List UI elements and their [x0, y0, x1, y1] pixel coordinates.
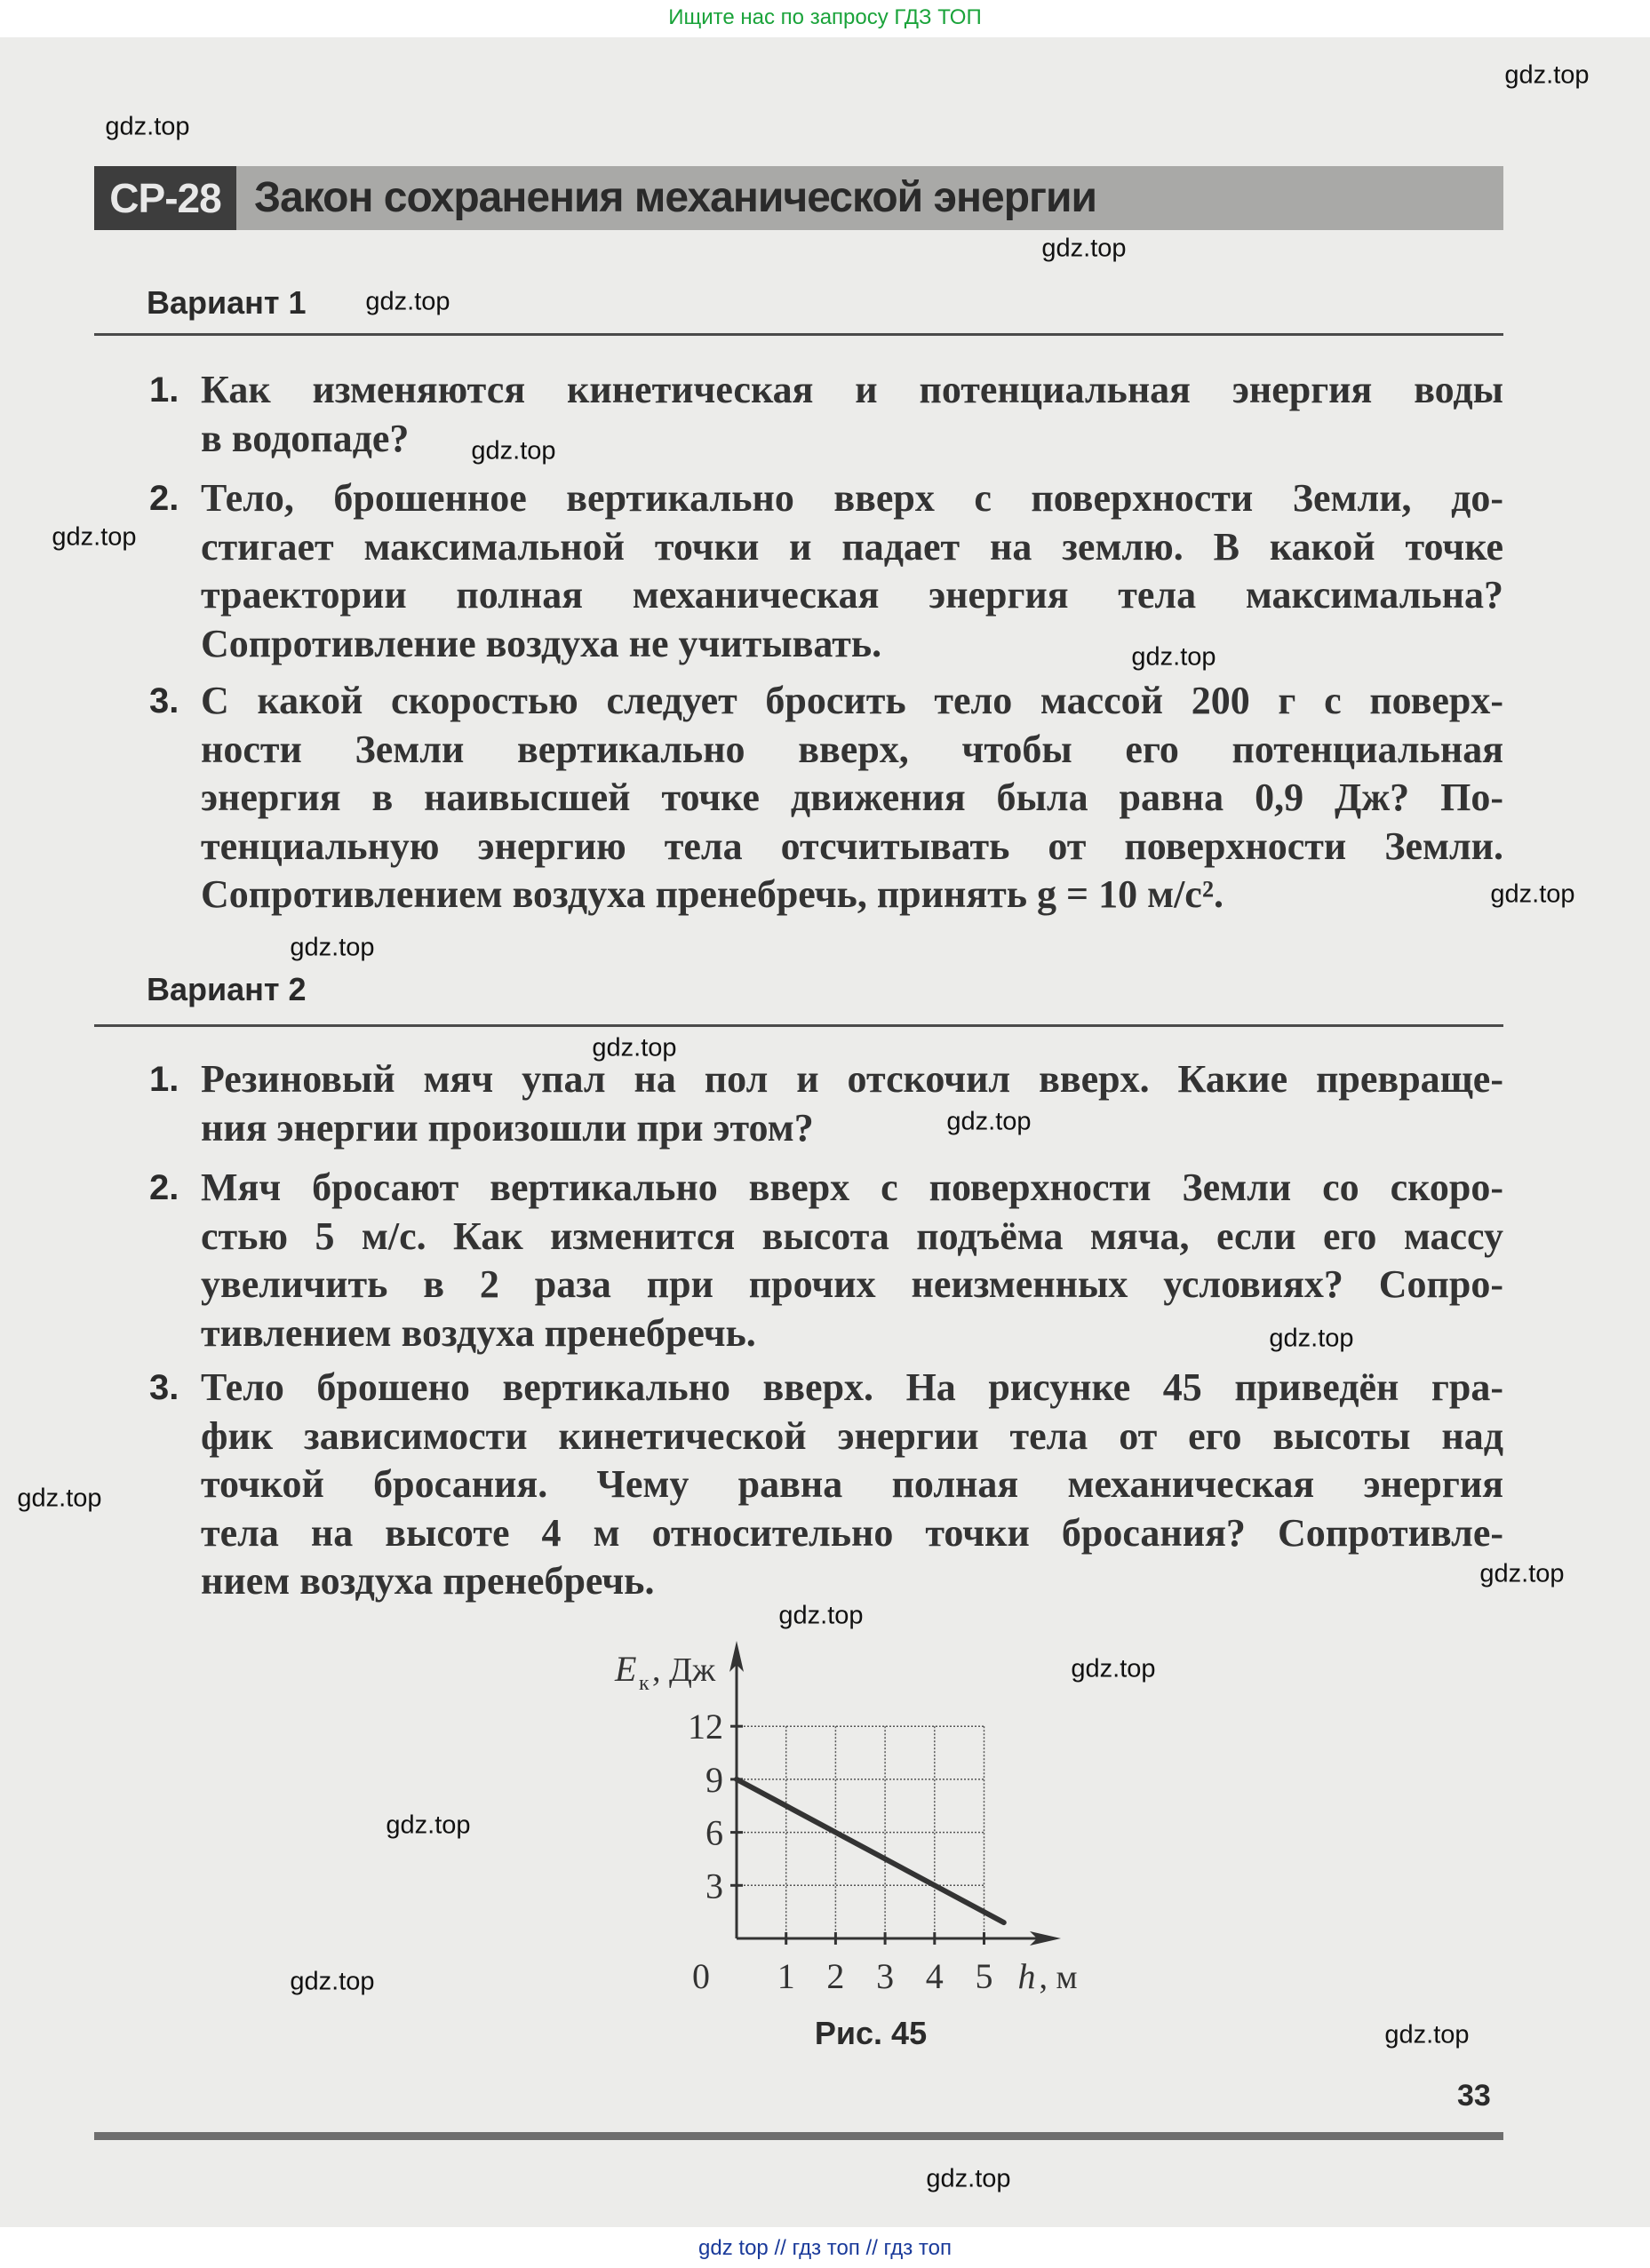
question-line: стью 5 м/с. Как изменится высота подъёма мяча, если его массу	[201, 1214, 1503, 1258]
watermark: gdz.top	[1131, 642, 1216, 672]
watermark: gdz.top	[1490, 879, 1575, 909]
watermark: gdz.top	[1384, 2020, 1470, 2049]
watermark: gdz.top	[1479, 1559, 1565, 1588]
y-tick-label: 9	[705, 1759, 723, 1800]
x-tick-label: 2	[826, 1956, 845, 1996]
question-line: точкой бросания. Чему равна полная механическая энергия	[201, 1462, 1503, 1506]
question-number: 1.	[149, 370, 179, 410]
x-tick-label: 1	[777, 1956, 795, 1996]
question-number: 3.	[149, 681, 179, 720]
watermark: gdz.top	[105, 112, 190, 141]
y-axis-unit: , Дж	[652, 1651, 716, 1689]
question-line: Сопротивлением воздуха пренебречь, принять g = 10 м/с².	[201, 872, 1224, 916]
question-line: энергия в наивысшей точке движения была равна 0,9 Дж? По-	[201, 776, 1503, 819]
question-line: тенциальную энергию тела отсчитывать от поверхности Земли.	[201, 824, 1503, 868]
question-line: фик зависимости кинетической энергии тела от его высоты над	[201, 1413, 1503, 1458]
question-line: С какой скоростью следует бросить тело массой 200 г с поверх-	[201, 679, 1503, 722]
question-number: 2.	[149, 479, 179, 518]
question-line: нием воздуха пренебречь.	[201, 1559, 655, 1603]
watermark: gdz.top	[926, 2164, 1011, 2193]
watermark: gdz.top	[1504, 60, 1590, 90]
question-line: Мяч бросают вертикально вверх с поверхности Земли со скоро-	[201, 1166, 1503, 1209]
question-number: 1.	[149, 1060, 179, 1099]
question-line: увеличить в 2 раза при прочих неизменных условиях? Сопро-	[201, 1262, 1503, 1306]
question-line: тела на высоте 4 м относительно точки бросания? Сопротивле-	[201, 1510, 1503, 1555]
y-axis-label-subscript: к	[639, 1672, 650, 1695]
watermark: gdz.top	[290, 933, 375, 962]
x-axis-label: h	[1017, 1956, 1036, 1996]
watermark: gdz.top	[17, 1484, 102, 1513]
bottom-rule	[94, 2132, 1503, 2140]
question-number: 2.	[149, 1168, 179, 1207]
variant-1-heading: Вариант 1	[147, 284, 307, 321]
variant-2-heading: Вариант 2	[147, 971, 307, 1007]
footer-links[interactable]: gdz top // гдз топ // гдз топ	[698, 2236, 952, 2260]
y-tick-label: 6	[705, 1812, 723, 1853]
watermark: gdz.top	[471, 436, 556, 466]
question-line: ния энергии произошли при этом?	[201, 1105, 814, 1150]
question-line: стигает максимальной точки и падает на землю. В какой точке	[201, 524, 1503, 569]
page-number: 33	[1457, 2079, 1491, 2113]
y-axis-label: E	[615, 1649, 637, 1689]
question-line: Тело, брошенное вертикально вверх с поверхности Земли, до-	[201, 476, 1503, 520]
question-line: Сопротивление воздуха не учитывать.	[201, 621, 882, 665]
question-line: Тело брошено вертикально вверх. На рисунке 45 приведён гра-	[201, 1365, 1503, 1409]
question-line: в водопаде?	[201, 416, 410, 460]
watermark: gdz.top	[365, 287, 450, 316]
question-number: 3.	[149, 1368, 179, 1407]
watermark: gdz.top	[52, 522, 137, 552]
y-tick-label: 12	[688, 1707, 723, 1747]
y-tick-label: 3	[705, 1866, 723, 1906]
watermark: gdz.top	[778, 1601, 864, 1630]
section-code: СР-28	[94, 166, 236, 230]
question-line: тивлением воздуха пренебречь.	[201, 1310, 756, 1355]
x-tick-label: 3	[876, 1956, 895, 1996]
watermark: gdz.top	[1041, 234, 1127, 263]
x-axis-unit: , м	[1039, 1959, 1078, 1996]
series-line-ek	[737, 1779, 1004, 1922]
x-tick-label: 4	[925, 1956, 944, 1996]
question-line: Как изменяются кинетическая и потенциальная энергия воды	[201, 368, 1503, 411]
question-line: траектории полная механическая энергия тела максимальна?	[201, 573, 1503, 617]
figure-caption: Рис. 45	[814, 2015, 928, 2051]
section-title: Закон сохранения механической энергии	[254, 174, 1097, 221]
watermark: gdz.top	[1071, 1654, 1156, 1683]
watermark: gdz.top	[592, 1033, 677, 1062]
x-tick-label: 5	[975, 1956, 993, 1996]
watermark: gdz.top	[290, 1967, 375, 1996]
question-line: ности Земли вертикально вверх, чтобы его потенциальная	[201, 727, 1503, 771]
watermark: gdz.top	[1269, 1324, 1354, 1353]
top-search-note[interactable]: Ищите нас по запросу ГДЗ ТОП	[668, 5, 982, 29]
watermark: gdz.top	[946, 1107, 1032, 1136]
watermark: gdz.top	[386, 1810, 471, 1840]
origin-label: 0	[692, 1956, 710, 1996]
question-line: Резиновый мяч упал на пол и отскочил вверх. Какие превраще-	[201, 1057, 1503, 1101]
